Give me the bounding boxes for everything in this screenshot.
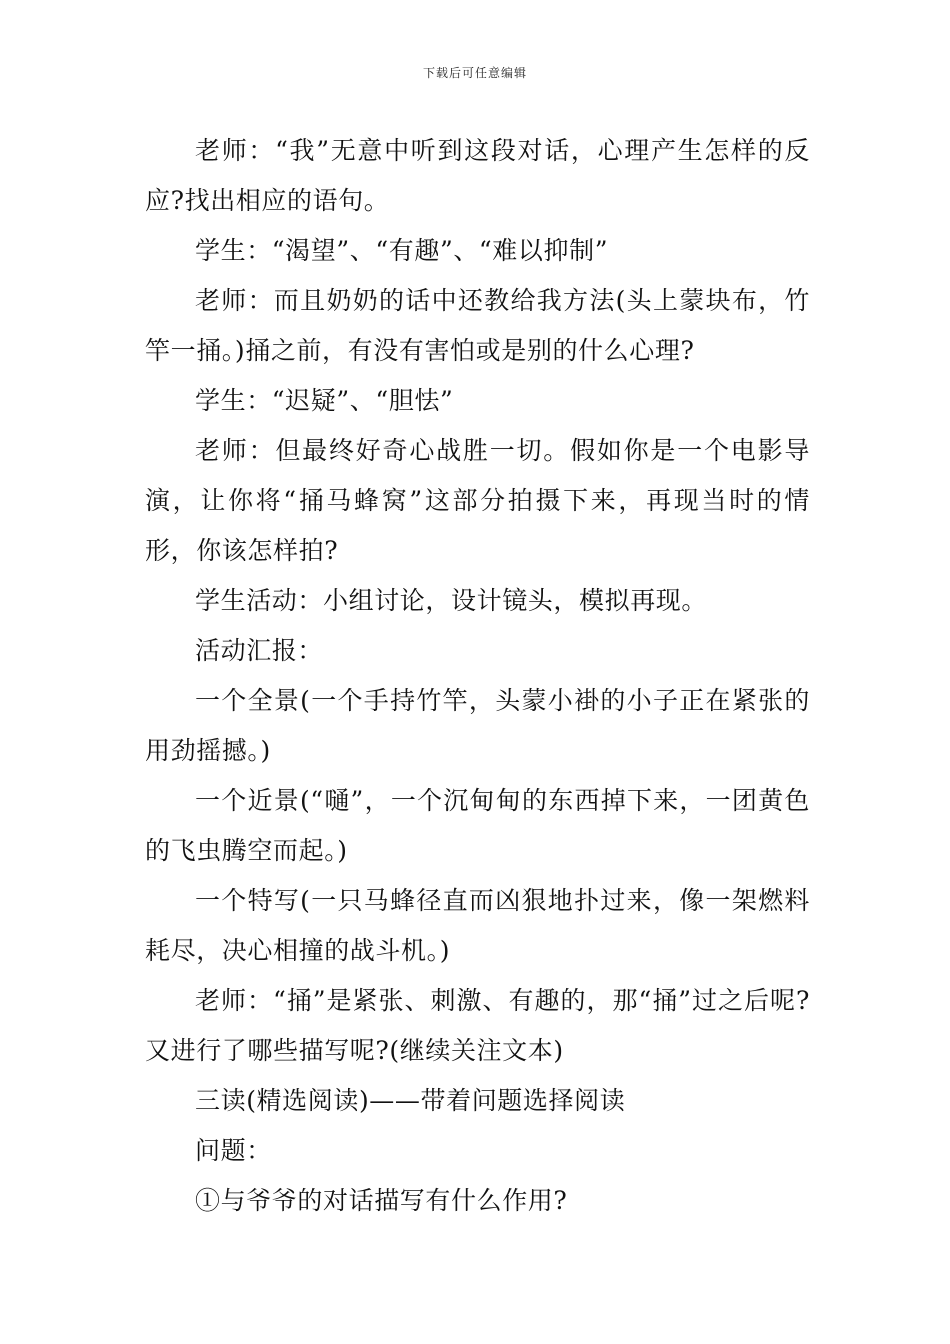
paragraph-teacher-question-2: 老师：而且奶奶的话中还教给我方法(头上蒙块布，竹竿一捅。)捅之前，有没有害怕或是别的什么心理? — [145, 286, 810, 365]
page-header: 下载后可任意编辑 — [422, 66, 527, 80]
paragraph-student-activity: 学生活动：小组讨论，设计镜头，模拟再现。 — [195, 586, 708, 615]
paragraph-third-reading: 三读(精选阅读)——带着问题选择阅读 — [195, 1086, 626, 1115]
paragraph-teacher-question-3: 老师：“捅”是紧张、刺激、有趣的，那“捅”过之后呢?又进行了哪些描写呢?(继续关注文本) — [145, 986, 810, 1065]
paragraph-panorama-shot: 一个全景(一个手持竹竿，头蒙小褂的小子正在紧张的用劲摇撼。) — [145, 686, 810, 765]
paragraph-questions-heading: 问题： — [195, 1136, 272, 1165]
paragraph-teacher-director: 老师：但最终好奇心战胜一切。假如你是一个电影导演，让你将“捅马蜂窝”这部分拍摄下来，再现当时的情形，你该怎样拍? — [145, 436, 810, 565]
paragraph-close-shot: 一个近景(“嗵”，一个沉甸甸的东西掉下来，一团黄色的飞虫腾空而起。) — [145, 786, 810, 865]
paragraph-teacher-question-1: 老师：“我”无意中听到这段对话，心理产生怎样的反应?找出相应的语句。 — [145, 136, 810, 215]
document-body — [145, 126, 810, 1226]
paragraph-activity-report: 活动汇报： — [195, 636, 324, 665]
paragraph-question-1: ①与爷爷的对话描写有什么作用? — [195, 1186, 568, 1215]
paragraph-student-answer-1: 学生：“渴望”、“有趣”、“难以抑制” — [195, 236, 609, 265]
paragraph-student-answer-2: 学生：“迟疑”、“胆怯” — [195, 386, 454, 415]
paragraph-closeup-shot: 一个特写(一只马蜂径直而凶狠地扑过来，像一架燃料耗尽，决心相撞的战斗机。) — [145, 886, 810, 965]
